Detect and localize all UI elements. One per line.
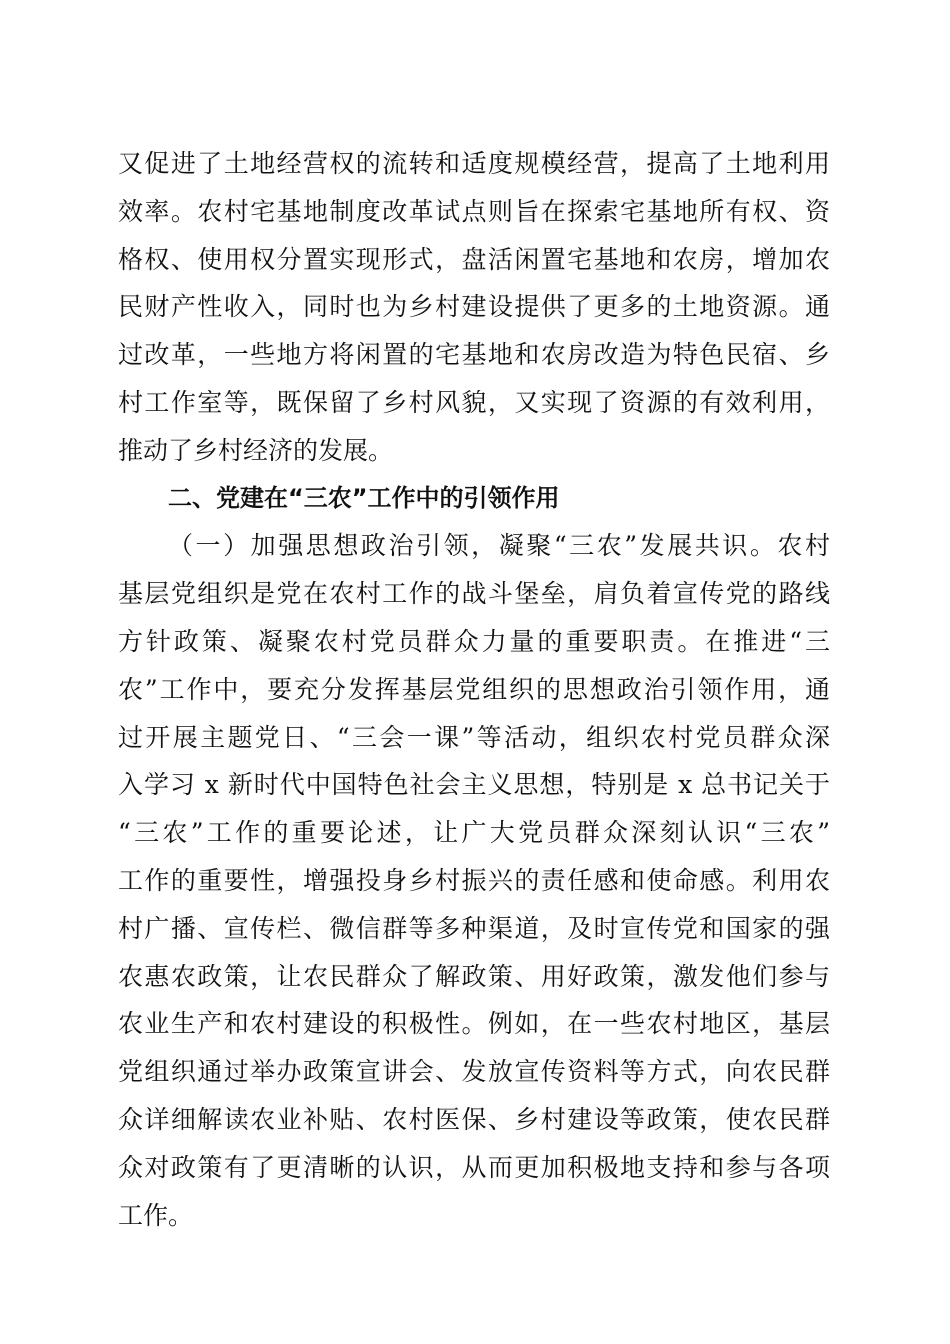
document-body [118, 140, 830, 1239]
text-line: 过开展主题党日、“三会一课”等活动，组织农村党员群众深 [118, 722, 830, 752]
section-heading: 二、党建在“三农”工作中的引领作用 [168, 483, 560, 512]
text-line: 方针政策、凝聚农村党员群众力量的重要职责。在推进“三 [118, 626, 830, 656]
text-line: 农业生产和农村建设的积极性。例如，在一些农村地区，基层 [118, 1009, 830, 1039]
text-line: 格权、使用权分置实现形式，盘活闲置宅基地和农房，增加农 [118, 244, 830, 274]
paragraph-ideological-guidance [118, 522, 830, 1239]
text-line: 又促进了土地经营权的流转和适度规模经营，提高了土地利用 [118, 149, 830, 178]
text-line: 入学习 x 新时代中国特色社会主义思想，特别是 x 总书记关于 [118, 770, 830, 800]
text-line: 众详细解读农业补贴、农村医保、乡村建设等政策，使农民群 [118, 1104, 830, 1134]
paragraph-land-reform [118, 140, 830, 475]
text-line: 工作的重要性，增强投身乡村振兴的责任感和使命感。利用农 [118, 865, 830, 895]
text-line: 众对政策有了更清晰的认识，从而更加积极地支持和参与各项 [118, 1152, 830, 1182]
text-line: 推动了乡村经济的发展。 [118, 435, 394, 465]
text-line: 工作。 [118, 1200, 194, 1230]
text-line: 党组织通过举办政策宣讲会、发放宣传资料等方式，向农民群 [118, 1057, 830, 1087]
text-line: 民财产性收入，同时也为乡村建设提供了更多的土地资源。通 [118, 292, 830, 322]
text-line: （一）加强思想政治引领，凝聚“三农”发展共识。农村 [168, 531, 830, 561]
text-line: 村工作室等，既保留了乡村风貌，又实现了资源的有效利用， [118, 387, 830, 417]
text-line: 农”工作中，要充分发挥基层党组织的思想政治引领作用，通 [118, 674, 830, 704]
text-line: 效率。农村宅基地制度改革试点则旨在探索宅基地所有权、资 [118, 196, 830, 226]
text-line: 过改革，一些地方将闲置的宅基地和农房改造为特色民宿、乡 [118, 340, 830, 370]
text-line: 农惠农政策，让农民群众了解政策、用好政策，激发他们参与 [118, 961, 830, 991]
text-line: 基层党组织是党在农村工作的战斗堡垒，肩负着宣传党的路线 [118, 579, 830, 609]
text-line: 村广播、宣传栏、微信群等多种渠道，及时宣传党和国家的强 [118, 913, 830, 943]
text-line: “三农”工作的重要论述，让广大党员群众深刻认识“三农” [118, 818, 830, 848]
